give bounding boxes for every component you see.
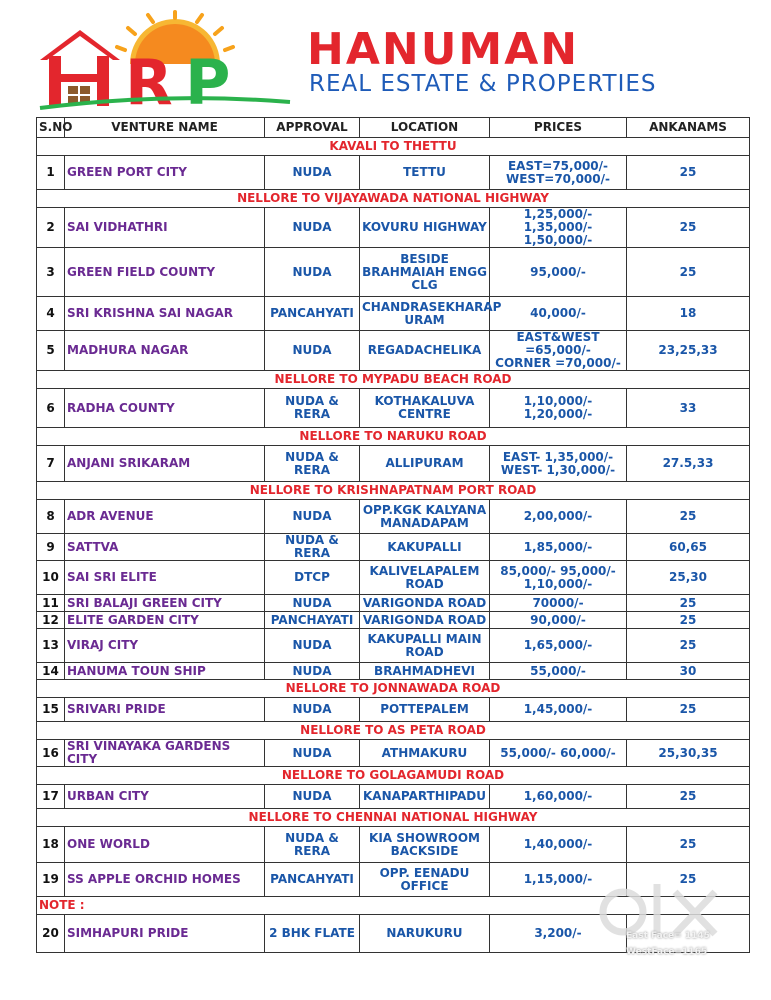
row-ankanams: 18 <box>627 297 750 331</box>
row-approval: NUDA & RERA <box>265 446 360 482</box>
section-heading: NELLORE TO NARUKU ROAD <box>37 428 750 446</box>
price-line: 3,200/- <box>534 926 582 940</box>
row-approval: NUDA & RERA <box>265 389 360 428</box>
row-venture-name: HANUMA TOUN SHIP <box>65 663 265 680</box>
price-line: 1,50,000/- <box>523 233 593 247</box>
price-line: 90,000/- <box>530 612 586 627</box>
row-location: KIA SHOWROOM BACKSIDE <box>360 827 490 863</box>
row-prices <box>490 446 627 482</box>
row-prices <box>490 248 627 297</box>
house-icon <box>40 30 120 106</box>
row-approval: NUDA <box>265 500 360 534</box>
row-venture-name: MADHURA NAGAR <box>65 331 265 371</box>
row-sno: 20 <box>37 915 65 953</box>
row-venture-name: ADR AVENUE <box>65 500 265 534</box>
row-sno: 15 <box>37 698 65 722</box>
row-sno: 13 <box>37 629 65 663</box>
price-line: 1,85,000/- <box>523 539 593 554</box>
price-line: 1,60,000/- <box>523 789 593 803</box>
row-prices <box>490 389 627 428</box>
price-line: CORNER =70,000/- <box>495 356 621 370</box>
price-line: 1,10,000/- 1,20,000/- <box>523 394 593 421</box>
section-heading: NELLORE TO AS PETA ROAD <box>37 722 750 740</box>
table-row <box>37 248 750 297</box>
price-line: 1,10,000/- <box>523 576 593 591</box>
table-row <box>37 297 750 331</box>
row-prices <box>490 740 627 767</box>
row-location: KAKUPALLI <box>360 534 490 561</box>
row-venture-name: ONE WORLD <box>65 827 265 863</box>
row-location: ALLIPURAM <box>360 446 490 482</box>
section-row <box>37 809 750 827</box>
logo-letter-p: P <box>185 46 231 119</box>
row-venture-name: GREEN FIELD COUNTY <box>65 248 265 297</box>
section-row <box>37 371 750 389</box>
price-line: 95,000/- <box>530 264 586 279</box>
section-row <box>37 722 750 740</box>
table-row <box>37 561 750 595</box>
row-approval: NUDA & RERA <box>265 534 360 561</box>
row-venture-name: SRI KRISHNA SAI NAGAR <box>65 297 265 331</box>
price-line: 1,25,000/- 1,35,000/- <box>523 207 593 234</box>
row-ankanams: 60,65 <box>627 534 750 561</box>
row-ankanams: 30 <box>627 663 750 680</box>
table-row <box>37 446 750 482</box>
row-approval: NUDA <box>265 595 360 612</box>
row-ankanams: 33 <box>627 389 750 428</box>
price-line: 1,15,000/- <box>523 872 593 886</box>
row-sno: 4 <box>37 297 65 331</box>
row-approval: NUDA <box>265 331 360 371</box>
price-line: EAST=75,000/- <box>507 158 609 173</box>
row-approval: NUDA <box>265 698 360 722</box>
header-row <box>37 118 750 138</box>
row-sno: 14 <box>37 663 65 680</box>
row-approval: NUDA & RERA <box>265 827 360 863</box>
price-line: WEST=70,000/- <box>506 171 610 186</box>
row-venture-name: SRIVARI PRIDE <box>65 698 265 722</box>
row-location: KALIVELAPALEM ROAD <box>360 561 490 595</box>
table-row <box>37 595 750 612</box>
row-ankanams: 25,30 <box>627 561 750 595</box>
row-ankanams: 25 <box>627 208 750 248</box>
row-venture-name: SAI SRI ELITE <box>65 561 265 595</box>
table-row <box>37 389 750 428</box>
row-location: KAKUPALLI MAIN ROAD <box>360 629 490 663</box>
row-venture-name: SRI VINAYAKA GARDENS CITY <box>65 740 265 767</box>
row-venture-name: SIMHAPURI PRIDE <box>65 915 265 953</box>
price-line: EAST- 1,35,000/- <box>502 449 614 464</box>
col-ankanams: ANKANAMS <box>627 118 750 138</box>
row-prices <box>490 595 627 612</box>
row-location: TETTU <box>360 156 490 190</box>
table-row <box>37 534 750 561</box>
row-ankanams: 25 <box>627 863 750 897</box>
section-row <box>37 428 750 446</box>
row-prices <box>490 561 627 595</box>
row-venture-name: SAI VIDHATHRI <box>65 208 265 248</box>
table-row <box>37 698 750 722</box>
row-sno: 5 <box>37 331 65 371</box>
row-ankanams: 25,30,35 <box>627 740 750 767</box>
row-prices <box>490 612 627 629</box>
price-line: 1,45,000/- <box>523 702 593 716</box>
row-prices <box>490 156 627 190</box>
row-ankanams: 25 <box>627 827 750 863</box>
table-row <box>37 331 750 371</box>
row-ankanams: 27.5,33 <box>627 446 750 482</box>
row-prices <box>490 827 627 863</box>
row-approval: PANCAHYATI <box>265 863 360 897</box>
east-face-text: East Face= 1145 <box>626 931 710 941</box>
table-row <box>37 740 750 767</box>
section-row <box>37 138 750 156</box>
table-row <box>37 156 750 190</box>
row-prices <box>490 785 627 809</box>
col-prices: PRICES <box>490 118 627 138</box>
price-line: 55,000/- <box>530 663 586 678</box>
row-approval: NUDA <box>265 629 360 663</box>
row-sno: 11 <box>37 595 65 612</box>
row-location: KOTHAKALUVA CENTRE <box>360 389 490 428</box>
table-row <box>37 663 750 680</box>
row-venture-name: GREEN PORT CITY <box>65 156 265 190</box>
row-venture-name: VIRAJ CITY <box>65 629 265 663</box>
row-venture-name: ANJANI SRIKARAM <box>65 446 265 482</box>
section-heading: NELLORE TO GOLAGAMUDI ROAD <box>37 767 750 785</box>
row-prices <box>490 534 627 561</box>
row-prices <box>490 297 627 331</box>
row-venture-name: ELITE GARDEN CITY <box>65 612 265 629</box>
table-row <box>37 612 750 629</box>
row-sno: 6 <box>37 389 65 428</box>
row-venture-name: SRI BALAJI GREEN CITY <box>65 595 265 612</box>
row-sno: 12 <box>37 612 65 629</box>
section-heading: NELLORE TO JONNAWADA ROAD <box>37 680 750 698</box>
row-sno: 7 <box>37 446 65 482</box>
row-location: KANAPARTHIPADU <box>360 785 490 809</box>
brand-title: HANUMAN <box>307 24 580 75</box>
price-line: EAST&WEST =65,000/- <box>516 330 600 357</box>
row-approval: 2 BHK FLATE <box>265 915 360 953</box>
row-ankanams: 25 <box>627 629 750 663</box>
row-sno: 1 <box>37 156 65 190</box>
section-row <box>37 680 750 698</box>
row-prices <box>490 331 627 371</box>
price-line: 85,000/- 95,000/- <box>500 563 616 578</box>
row-prices <box>490 698 627 722</box>
logo-letter-r: R <box>125 46 173 119</box>
row-location: OPP. EENADU OFFICE <box>360 863 490 897</box>
row-approval: NUDA <box>265 156 360 190</box>
row-location: REGADACHELIKA <box>360 331 490 371</box>
venture-table <box>36 117 750 953</box>
row-approval: NUDA <box>265 663 360 680</box>
price-line: 2,00,000/- <box>523 509 593 523</box>
row-approval: NUDA <box>265 740 360 767</box>
col-sno: S.NO <box>37 118 65 138</box>
row-venture-name: SS APPLE ORCHID HOMES <box>65 863 265 897</box>
row-venture-name: URBAN CITY <box>65 785 265 809</box>
table-row <box>37 629 750 663</box>
table-row <box>37 500 750 534</box>
table-row <box>37 827 750 863</box>
row-location: BRAHMADHEVI <box>360 663 490 680</box>
row-sno: 18 <box>37 827 65 863</box>
table-row <box>37 785 750 809</box>
row-approval: NUDA <box>265 785 360 809</box>
section-heading: NELLORE TO CHENNAI NATIONAL HIGHWAY <box>37 809 750 827</box>
row-ankanams: 25 <box>627 248 750 297</box>
row-ankanams: 25 <box>627 612 750 629</box>
section-row <box>37 190 750 208</box>
row-approval: DTCP <box>265 561 360 595</box>
price-line: 70000/- <box>532 595 584 610</box>
row-location: OPP.KGK KALYANA MANADAPAM <box>360 500 490 534</box>
section-heading: NELLORE TO MYPADU BEACH ROAD <box>37 371 750 389</box>
row-location: ATHMAKURU <box>360 740 490 767</box>
row-location: NARUKURU <box>360 915 490 953</box>
price-line: 1,65,000/- <box>523 638 593 652</box>
row-venture-name: RADHA COUNTY <box>65 389 265 428</box>
col-location: LOCATION <box>360 118 490 138</box>
row-sno: 19 <box>37 863 65 897</box>
row-approval: NUDA <box>265 208 360 248</box>
row-venture-name: SATTVA <box>65 534 265 561</box>
price-line: 1,40,000/- <box>523 837 593 851</box>
row-ankanams: 23,25,33 <box>627 331 750 371</box>
row-prices <box>490 500 627 534</box>
row-prices <box>490 208 627 248</box>
row-sno: 9 <box>37 534 65 561</box>
row-sno: 17 <box>37 785 65 809</box>
row-sno: 16 <box>37 740 65 767</box>
row-approval: NUDA <box>265 248 360 297</box>
price-line: WEST- 1,30,000/- <box>500 462 616 477</box>
price-line: 40,000/- <box>530 306 586 320</box>
section-row <box>37 482 750 500</box>
table-row <box>37 208 750 248</box>
hrp-logo <box>35 12 295 119</box>
row-location: VARIGONDA ROAD <box>360 595 490 612</box>
row-approval: PANCHAYATI <box>265 612 360 629</box>
row-location: POTTEPALEM <box>360 698 490 722</box>
row-approval: PANCAHYATI <box>265 297 360 331</box>
header <box>0 0 771 119</box>
row-sno: 2 <box>37 208 65 248</box>
col-approval: APPROVAL <box>265 118 360 138</box>
row-ankanams: 25 <box>627 156 750 190</box>
section-heading: NELLORE TO VIJAYAWADA NATIONAL HIGHWAY <box>37 190 750 208</box>
col-venture-name: VENTURE NAME <box>65 118 265 138</box>
section-heading: KAVALI TO THETTU <box>37 138 750 156</box>
row-prices <box>490 663 627 680</box>
row-ankanams: 25 <box>627 785 750 809</box>
section-row <box>37 767 750 785</box>
row-sno: 3 <box>37 248 65 297</box>
row-location: KOVURU HIGHWAY <box>360 208 490 248</box>
row-location: CHANDRASEKHARAP URAM <box>360 297 490 331</box>
brand-subtitle: REAL ESTATE & PROPERTIES <box>309 71 657 97</box>
section-heading: NELLORE TO KRISHNAPATNAM PORT ROAD <box>37 482 750 500</box>
row-sno: 10 <box>37 561 65 595</box>
row-sno: 8 <box>37 500 65 534</box>
row-ankanams: 25 <box>627 595 750 612</box>
price-line: 55,000/- 60,000/- <box>500 745 616 760</box>
west-face-text: WestFace=1165 <box>626 947 708 957</box>
watermark-note <box>626 928 710 960</box>
row-location: BESIDE BRAHMAIAH ENGG CLG <box>360 248 490 297</box>
row-location: VARIGONDA ROAD <box>360 612 490 629</box>
row-ankanams: 25 <box>627 698 750 722</box>
note-label: NOTE : <box>37 897 750 915</box>
row-ankanams: 25 <box>627 500 750 534</box>
row-prices <box>490 629 627 663</box>
